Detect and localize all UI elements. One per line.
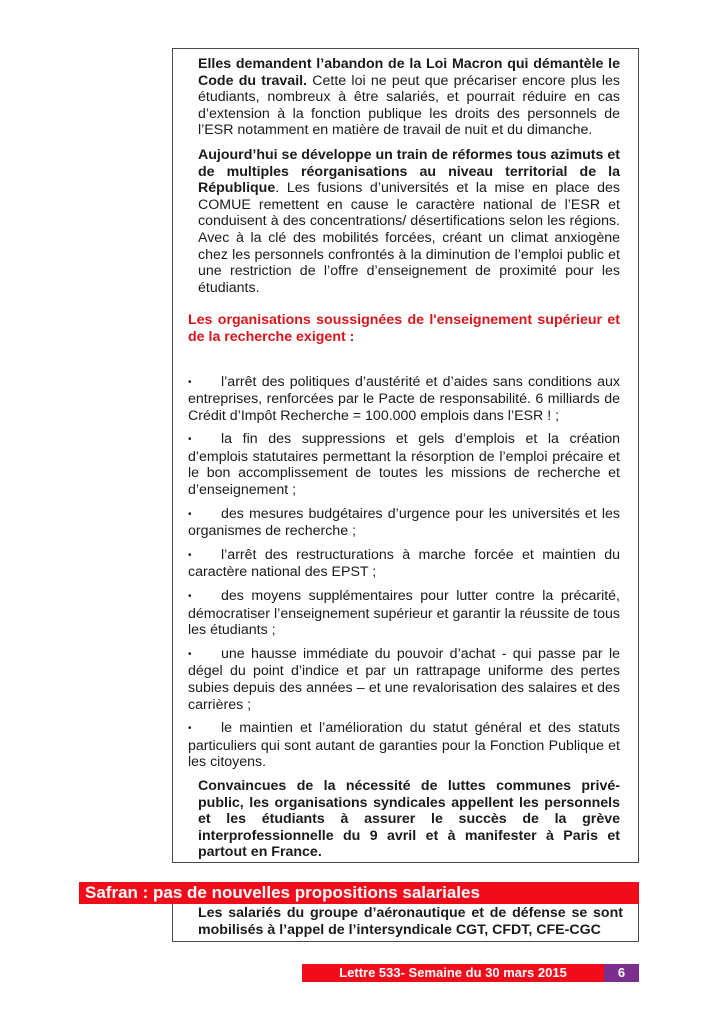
paragraph-reformes	[188, 147, 620, 296]
bullet-icon: •	[188, 434, 192, 446]
safran-lead: Les salariés du groupe d’aéronautique et de défense se sont mobilisés à l’appel de l’intersyndicale CGT, CFDT, CFE-CGC	[198, 905, 623, 938]
list-item	[188, 588, 620, 639]
list-item	[188, 431, 620, 498]
paragraph-loi-macron-lead: Elles demandent l’abandon de la Loi Macron qui démantèle le Code du travail.	[198, 56, 620, 89]
bullet-icon: •	[188, 723, 192, 735]
paragraph-reformes-lead: Aujourd’hui se développe un train de réformes tous azimuts et de multiples réorganisations au niveau territorial de la République	[198, 146, 620, 197]
safran-title: Safran : pas de nouvelles propositions salariales	[85, 883, 480, 902]
page-footer	[302, 964, 639, 982]
list-item-text: la fin des suppressions et gels d’emplois et la création d’emplois statutaires permettant la résorption de l’emploi précaire et le bon accomplissement de toutes les missions de recherche et d’enseignement ;	[188, 431, 620, 499]
list-item	[188, 374, 620, 425]
list-item	[188, 720, 620, 771]
footer-issue-label: Lettre 533- Semaine du 30 mars 2015	[302, 964, 604, 982]
list-item	[188, 646, 620, 713]
list-item-text: une hausse immédiate du pouvoir d’achat - qui passe par le dégel du point d’indice et par un rattrapage uniforme des pertes subies depuis des années – et une revalorisation des salaires et des carrières ;	[188, 645, 620, 713]
list-item-text: des moyens supplémentaires pour lutter contre la précarité, démocratiser l’enseignement supérieur et garantir la réussite de tous les étudiants ;	[188, 588, 620, 639]
list-item	[188, 506, 620, 540]
bullet-icon: •	[188, 376, 192, 388]
list-item-text: l’arrêt des restructurations à marche forcée et maintien du caractère national des EPST ;	[188, 546, 620, 581]
bullet-icon: •	[188, 648, 192, 660]
list-item-text: des mesures budgétaires d’urgence pour les universités et les organismes de recherche ;	[188, 505, 620, 540]
article-body	[188, 56, 620, 861]
demands-heading: Les organisations soussignées de l'enseignement supérieur et de la recherche exigent :	[188, 312, 620, 345]
paragraph-loi-macron-text: Cette loi ne peut que précariser encore plus les étudiants, nombreux à être salariés, et pourrait réduire en cas d’extension à la fonction publique les droits des personnels de l’ESR notamment en matière de travail de nuit et du dimanche.	[198, 72, 620, 139]
bullet-icon: •	[188, 591, 192, 603]
paragraph-loi-macron	[188, 56, 620, 139]
closing-call: Convaincues de la nécessité de luttes communes privé-public, les organisations syndicales appellent les personnels et les étudiants à assurer le succès de la grève interprofessionnelle du 9 avril et à manifester à Paris et partout en France.	[198, 777, 620, 861]
safran-title-bar	[79, 882, 639, 904]
list-item-text: l’arrêt des politiques d’austérité et d’aides sans conditions aux entreprises, renforcées par le Pacte de responsabilité. 6 milliards de Crédit d’Impôt Recherche = 100.000 emplois dans l’ESR ! ;	[188, 373, 620, 424]
bullet-icon: •	[188, 508, 192, 520]
paragraph-reformes-text: . Les fusions d’universités et la mise en place des COMUE remettent en cause le caractère national de l’ESR et conduisent à des concentrations/ désertifications selon les régions. Avec à la clé des mobilités forcées, créant un climat anxiogène chez les personnels confrontés à la diminution de l’emploi public et une restriction de l’offre d’enseignement de proximité pour les étudiants.	[198, 180, 620, 296]
bullet-icon: •	[188, 549, 192, 561]
footer-page-number: 6	[604, 964, 639, 982]
demands-list	[188, 374, 620, 771]
list-item-text: le maintien et l’amélioration du statut général et des statuts particuliers qui sont autant de garanties pour la Fonction Publique et les citoyens.	[188, 720, 620, 771]
list-item	[188, 547, 620, 581]
